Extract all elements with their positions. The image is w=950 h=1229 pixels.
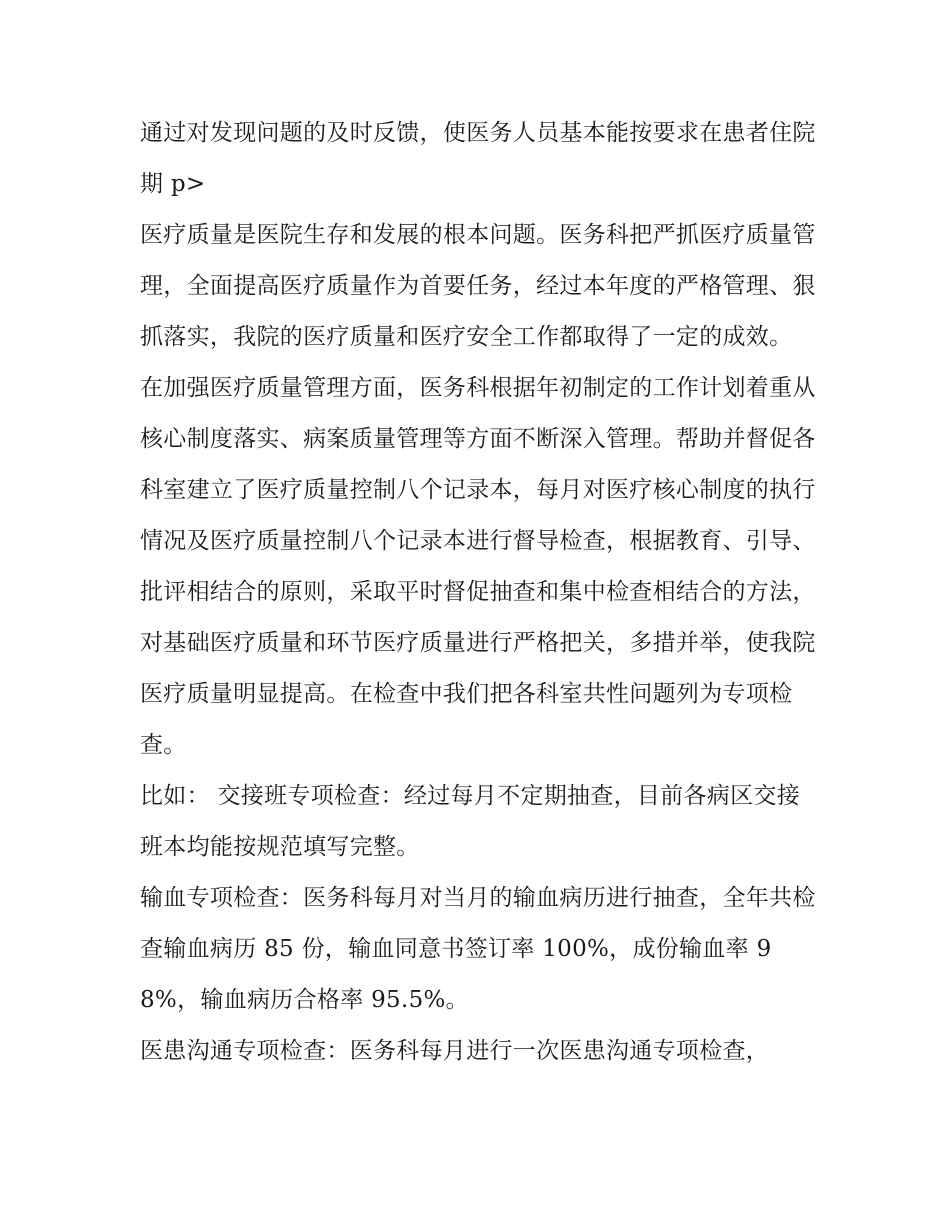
- document-body: [140, 108, 820, 1077]
- paragraph-transfusion-inspection: 输血专项检查：医务科每月对当月的输血病历进行抽查，全年共检查输血病历 85 份，输血同意书签订率 100%，成份输血率 98%，输血病历合格率 95.5%。: [140, 885, 816, 1013]
- paragraph-inpatient-feedback: 通过对发现问题的及时反馈，使医务人员基本能按要求在患者住院期 p>: [140, 120, 816, 197]
- paragraph-communication-inspection: 医患沟通专项检查：医务科每月进行一次医患沟通专项检查，: [140, 1038, 770, 1064]
- paragraph-quality-management: 在加强医疗质量管理方面，医务科根据年初制定的工作计划着重从核心制度落实、病案质量管理等方面不断深入管理。帮助并督促各科室建立了医疗质量控制八个记录本，每月对医疗核心制度的执行情况及医疗质量控制八个记录本进行督导检查，根据教育、引导、批评相结合的原则，采取平时督促抽查和集中检查相结合的方法，对基础医疗质量和环节医疗质量进行严格把关，多措并举，使我院医疗质量明显提高。在检查中我们把各科室共性问题列为专项检查。: [140, 375, 816, 758]
- paragraph-quality-overview: 医疗质量是医院生存和发展的根本问题。医务科把严抓医疗质量管理，全面提高医疗质量作为首要任务，经过本年度的严格管理、狠抓落实，我院的医疗质量和医疗安全工作都取得了一定的成效。: [140, 222, 816, 350]
- paragraph-handover-inspection: 比如： 交接班专项检查：经过每月不定期抽查，目前各病区交接班本均能按规范填写完整。: [140, 783, 801, 860]
